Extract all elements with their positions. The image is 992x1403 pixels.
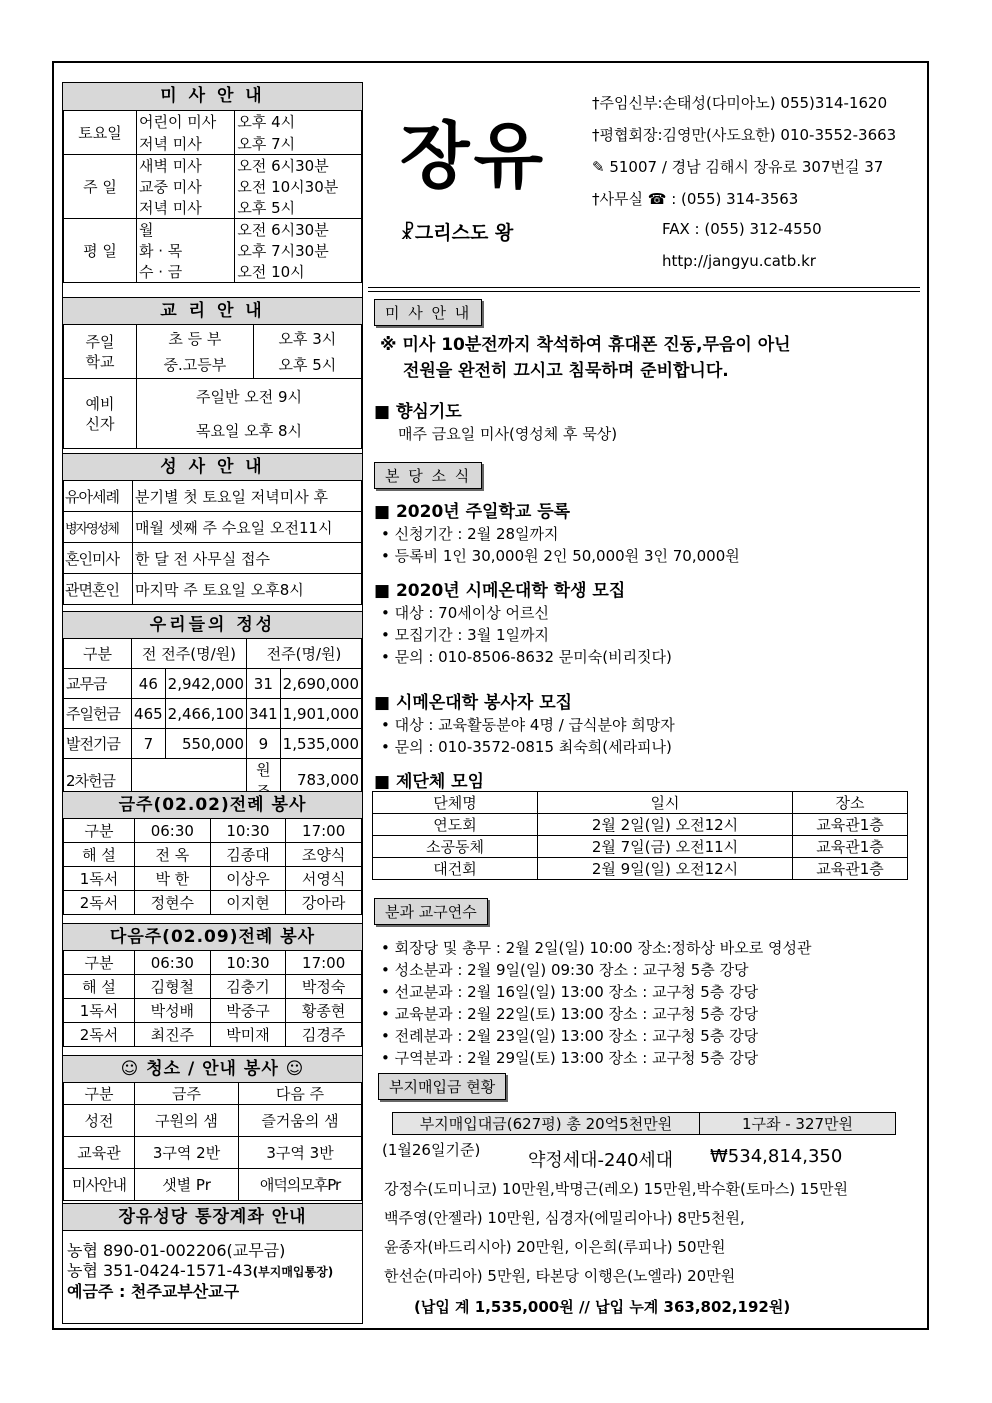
mass-name: 수 · 금 bbox=[137, 261, 235, 283]
sacrament-name: 병자영성체 bbox=[64, 512, 133, 543]
website-link[interactable]: http://jangyu.catb.kr bbox=[662, 252, 816, 270]
col-header: 단체명 bbox=[373, 792, 538, 814]
offering-label: 교무금 bbox=[64, 669, 132, 699]
mass-time: 오후 7시30분 bbox=[235, 240, 362, 261]
sunday-label: 주 일 bbox=[64, 155, 137, 219]
server-name: 강아라 bbox=[286, 891, 362, 915]
land-amount: ₩534,814,350 bbox=[710, 1146, 843, 1167]
meeting-time: 2월 2일(일) 오전12시 bbox=[538, 814, 793, 836]
account-line: 농협 890-01-002206(교무금) bbox=[67, 1241, 286, 1260]
server-name: 박정숙 bbox=[286, 975, 362, 999]
area-label: 미사안내 bbox=[64, 1169, 135, 1201]
service-this-table bbox=[63, 818, 362, 915]
masthead-rule bbox=[368, 287, 920, 288]
sacrament-desc: 마지막 주 토요일 오후8시 bbox=[133, 574, 362, 605]
mass-header: 미 사 안 내 bbox=[63, 83, 362, 111]
server-name: 박미재 bbox=[210, 1023, 286, 1047]
training-line: • 선교분과 : 2월 16일(일) 13:00 장소 : 교구청 5층 강당 bbox=[381, 983, 759, 1001]
meeting-place: 교육관1층 bbox=[793, 858, 908, 880]
area-label: 교육관 bbox=[64, 1137, 135, 1169]
meeting-time: 2월 9일(일) 오전12시 bbox=[538, 858, 793, 880]
role-label: 2독서 bbox=[64, 1023, 135, 1047]
bulletin-subtitle: ☧그리스도 왕 bbox=[400, 222, 514, 244]
sacraments-header: 성 사 안 내 bbox=[63, 453, 362, 481]
land-box bbox=[392, 1112, 896, 1135]
role-label: 2독서 bbox=[64, 891, 135, 915]
mass-section bbox=[63, 83, 362, 283]
mass-time: 오후 4시 bbox=[235, 111, 362, 133]
offering-amount: 550,000 bbox=[165, 729, 246, 759]
cleaning-team: 즐거움의 샘 bbox=[239, 1105, 362, 1137]
mass-notice-line: ※ 미사 10분전까지 착석하여 휴대폰 진동,무음이 아닌 bbox=[380, 335, 791, 355]
offering-amount: 2,466,100 bbox=[165, 699, 246, 729]
news-line: • 문의 : 010-3572-0815 최숙희(세라피나) bbox=[381, 738, 672, 756]
doctrine-table bbox=[63, 324, 362, 449]
offering-count: 31 bbox=[247, 669, 281, 699]
mass-name: 교중 미사 bbox=[137, 176, 235, 197]
offering-count: 465 bbox=[132, 699, 166, 729]
class-name: 초 등 부 bbox=[137, 325, 254, 352]
news-line: • 모집기간 : 3월 1일까지 bbox=[381, 626, 549, 644]
sacrament-name: 혼인미사 bbox=[64, 543, 133, 574]
col-header: 금주 bbox=[135, 1083, 239, 1105]
sunday-school-label: 주일 학교 bbox=[64, 325, 137, 379]
news-line: • 문의 : 010-8506-8632 문미숙(비리짓다) bbox=[381, 648, 672, 666]
land-total: 부지매입대금(627평) 총 20억5천만원 bbox=[393, 1113, 700, 1135]
mass-name: 화 · 목 bbox=[137, 240, 235, 261]
server-name: 정현수 bbox=[135, 891, 211, 915]
service-this-section bbox=[63, 791, 362, 915]
role-label: 1독서 bbox=[64, 999, 135, 1023]
offering-note: 원 bbox=[247, 759, 281, 802]
offering-count: 7 bbox=[132, 729, 166, 759]
service-next-table bbox=[63, 950, 362, 1047]
training-line: • 전례분과 : 2월 23일(일) 13:00 장소 : 교구청 5층 강당 bbox=[381, 1027, 759, 1045]
class-time: 오후 3시 bbox=[253, 325, 361, 352]
training-line: • 교육분과 : 2월 22일(토) 13:00 장소 : 교구청 5층 강당 bbox=[381, 1005, 759, 1023]
mass-name: 저녁 미사 bbox=[137, 197, 235, 219]
service-this-header: 금주(02.02)전례 봉사 bbox=[63, 791, 362, 819]
offering-amount: 2,942,000 bbox=[165, 669, 246, 699]
col-header: 구분 bbox=[64, 1083, 135, 1105]
offering-amount: 783,000 bbox=[280, 759, 361, 802]
offering-table bbox=[63, 638, 362, 802]
server-name: 서영식 bbox=[286, 867, 362, 891]
sacrament-name: 관면혼인 bbox=[64, 574, 133, 605]
doctrine-section bbox=[63, 297, 362, 449]
mass-name: 어린이 미사 bbox=[137, 111, 235, 133]
news-heading: ■ 제단체 모임 bbox=[374, 772, 485, 792]
training-tag: 분과 교구연수 bbox=[374, 898, 488, 925]
address-info: ✎ 51007 / 경남 김해시 장유로 307번길 37 bbox=[592, 158, 884, 176]
land-payment-total: (납입 계 1,535,000원 // 납입 누계 363,802,192원) bbox=[414, 1298, 791, 1316]
left-column bbox=[62, 82, 363, 1324]
account-holder: 예금주 : 천주교부산교구 bbox=[67, 1282, 240, 1301]
cleaning-team: 애덕의모후Pr bbox=[239, 1169, 362, 1201]
col-header: 일시 bbox=[538, 792, 793, 814]
donor-line: 강정수(도미니코) 10만원,박명근(레오) 15만원,박수환(토마스) 15만원 bbox=[384, 1180, 848, 1198]
prayer-heading: ■ 향심기도 bbox=[374, 402, 462, 422]
news-heading: ■ 2020년 주일학교 등록 bbox=[374, 502, 571, 522]
office-phone: †사무실 ☎ : (055) 314-3563 bbox=[592, 190, 799, 208]
server-name: 박 한 bbox=[135, 867, 211, 891]
mass-time: 오후 5시 bbox=[235, 197, 362, 219]
class-name: 중.고등부 bbox=[137, 352, 254, 379]
col-header: 17:00 bbox=[286, 951, 362, 975]
sacrament-desc: 한 달 전 사무실 접수 bbox=[133, 543, 362, 574]
col-header: 17:00 bbox=[286, 819, 362, 843]
group-name: 연도회 bbox=[373, 814, 538, 836]
meeting-place: 교육관1층 bbox=[793, 814, 908, 836]
doctrine-header: 교 리 안 내 bbox=[63, 297, 362, 325]
group-name: 대건회 bbox=[373, 858, 538, 880]
col-header: 구분 bbox=[64, 819, 135, 843]
training-line: • 구역분과 : 2월 29일(토) 13:00 장소 : 교구청 5층 강당 bbox=[381, 1049, 759, 1067]
server-name: 김경주 bbox=[286, 1023, 362, 1047]
service-next-header: 다음주(02.09)전례 봉사 bbox=[63, 923, 362, 951]
col-header: 다음 주 bbox=[239, 1083, 362, 1105]
masthead-rule bbox=[368, 291, 920, 292]
offering-count: 46 bbox=[132, 669, 166, 699]
account-section bbox=[63, 1203, 362, 1302]
server-name: 김형철 bbox=[135, 975, 211, 999]
role-label: 해 설 bbox=[64, 975, 135, 999]
server-name: 김종대 bbox=[210, 843, 286, 867]
col-header: 06:30 bbox=[135, 951, 211, 975]
server-name: 이지현 bbox=[210, 891, 286, 915]
cleaning-header: ☺ 청소 / 안내 봉사 ☺ bbox=[63, 1055, 362, 1083]
cleaning-team: 샛별 Pr bbox=[135, 1169, 239, 1201]
mass-name: 새벽 미사 bbox=[137, 155, 235, 177]
council-info: †평협회장:김영만(사도요한) 010-3552-3663 bbox=[592, 126, 897, 144]
cleaning-table bbox=[63, 1082, 362, 1201]
server-name: 전 옥 bbox=[135, 843, 211, 867]
offering-label: 발전기금 bbox=[64, 729, 132, 759]
account-note: (부지매입통장) bbox=[252, 1265, 334, 1279]
offering-amount: 1,535,000 bbox=[280, 729, 361, 759]
catechumen-line: 목요일 오후 8시 bbox=[195, 421, 303, 440]
role-label: 해 설 bbox=[64, 843, 135, 867]
prayer-line: 매주 금요일 미사(영성체 후 묵상) bbox=[398, 425, 618, 443]
fax-info: FAX : (055) 312-4550 bbox=[662, 220, 822, 238]
land-date: (1월26일기준) bbox=[382, 1141, 481, 1159]
sacraments-table bbox=[63, 480, 362, 605]
service-next-section bbox=[63, 923, 362, 1047]
land-unit: 1구좌 - 327만원 bbox=[700, 1113, 896, 1135]
sacrament-name: 유아세례 bbox=[64, 481, 133, 512]
offering-label: 2차헌금 bbox=[64, 759, 132, 802]
donor-line: 한선순(마리아) 5만원, 타본당 이행은(노엘라) 20만원 bbox=[384, 1267, 736, 1285]
col-header: 10:30 bbox=[210, 819, 286, 843]
server-name: 김충기 bbox=[210, 975, 286, 999]
offering-section bbox=[63, 611, 362, 802]
news-line: • 대상 : 70세이상 어르신 bbox=[381, 604, 549, 622]
meeting-table bbox=[372, 791, 908, 880]
server-name: 조양식 bbox=[286, 843, 362, 867]
server-name: 이상우 bbox=[210, 867, 286, 891]
news-line: • 등록비 1인 30,000원 2인 50,000원 3인 70,000원 bbox=[381, 547, 740, 565]
col-header: 장소 bbox=[793, 792, 908, 814]
donor-line: 윤종자(바드리시아) 20만원, 이은희(루피나) 50만원 bbox=[384, 1238, 726, 1256]
mass-name: 월 bbox=[137, 219, 235, 241]
cleaning-team: 구원의 샘 bbox=[135, 1105, 239, 1137]
server-name: 황종현 bbox=[286, 999, 362, 1023]
news-tag: 본 당 소 식 bbox=[374, 462, 482, 489]
offering-count: 341 bbox=[247, 699, 281, 729]
land-tag: 부지매입금 현황 bbox=[378, 1073, 506, 1100]
sacrament-desc: 매월 셋째 주 수요일 오전11시 bbox=[133, 512, 362, 543]
sacraments-section bbox=[63, 453, 362, 605]
catechumen-label: 예비 신자 bbox=[64, 379, 137, 449]
col-header: 구분 bbox=[64, 951, 135, 975]
news-line: • 대상 : 교육활동분야 4명 / 급식분야 희망자 bbox=[381, 716, 675, 734]
col-header: 06:30 bbox=[135, 819, 211, 843]
weekday-label: 평 일 bbox=[64, 219, 137, 283]
bulletin-title: 장유 bbox=[400, 113, 548, 198]
account-header: 장유성당 통장계좌 안내 bbox=[63, 1203, 362, 1231]
news-heading: ■ 시메온대학 봉사자 모집 bbox=[374, 693, 573, 713]
pastor-info: †주임신부:손태성(다미아노) 055)314-1620 bbox=[592, 94, 888, 112]
meeting-place: 교육관1층 bbox=[793, 836, 908, 858]
server-name: 박성배 bbox=[135, 999, 211, 1023]
area-label: 성전 bbox=[64, 1105, 135, 1137]
offering-header: 우리들의 정성 bbox=[63, 611, 362, 639]
training-line: • 회장당 및 총무 : 2월 2일(일) 10:00 장소:정하상 바오로 영성관 bbox=[381, 939, 812, 957]
saturday-label: 토요일 bbox=[64, 111, 137, 155]
mass-time: 오전 10시 bbox=[235, 261, 362, 283]
mass-time: 오전 6시30분 bbox=[235, 155, 362, 177]
server-name: 최진주 bbox=[135, 1023, 211, 1047]
mass-time: 오전 10시30분 bbox=[235, 176, 362, 197]
col-header: 전 전주(명/원) bbox=[132, 639, 247, 669]
meeting-time: 2월 7일(금) 오전11시 bbox=[538, 836, 793, 858]
offering-amount: 1,901,000 bbox=[280, 699, 361, 729]
cleaning-team: 3구역 3반 bbox=[239, 1137, 362, 1169]
mass-time: 오전 6시30분 bbox=[235, 219, 362, 241]
sacrament-desc: 분기별 첫 토요일 저녁미사 후 bbox=[133, 481, 362, 512]
role-label: 1독서 bbox=[64, 867, 135, 891]
class-time: 오후 5시 bbox=[253, 352, 361, 379]
news-heading: ■ 2020년 시메온대학 학생 모집 bbox=[374, 581, 626, 601]
catechumen-line: 주일반 오전 9시 bbox=[195, 387, 303, 406]
mass-notice-line: 전원을 완전히 끄시고 침묵하며 준비합니다. bbox=[403, 361, 729, 381]
server-name: 박중구 bbox=[210, 999, 286, 1023]
offering-count: 9 bbox=[247, 729, 281, 759]
land-pledge: 약정세대-240세대 bbox=[528, 1150, 674, 1171]
news-line: • 신청기간 : 2월 28일까지 bbox=[381, 525, 559, 543]
training-line: • 성소분과 : 2월 9일(일) 09:30 장소 : 교구청 5층 강당 bbox=[381, 961, 749, 979]
mass-table bbox=[63, 110, 362, 283]
offering-amount: 2,690,000 bbox=[280, 669, 361, 699]
account-line: 농협 351-0424-1571-43 bbox=[67, 1261, 253, 1280]
offering-label: 주일헌금 bbox=[64, 699, 132, 729]
col-header: 구분 bbox=[64, 639, 132, 669]
cleaning-team: 3구역 2반 bbox=[135, 1137, 239, 1169]
mass-name: 저녁 미사 bbox=[137, 133, 235, 155]
cleaning-section bbox=[63, 1055, 362, 1201]
mass-notice-tag: 미 사 안 내 bbox=[374, 299, 482, 326]
mass-time: 오후 7시 bbox=[235, 133, 362, 155]
col-header: 10:30 bbox=[210, 951, 286, 975]
donor-line: 백주영(안젤라) 10만원, 심경자(에밀리아나) 8만5천원, bbox=[384, 1209, 745, 1227]
group-name: 소공동체 bbox=[373, 836, 538, 858]
col-header: 전주(명/원) bbox=[247, 639, 362, 669]
